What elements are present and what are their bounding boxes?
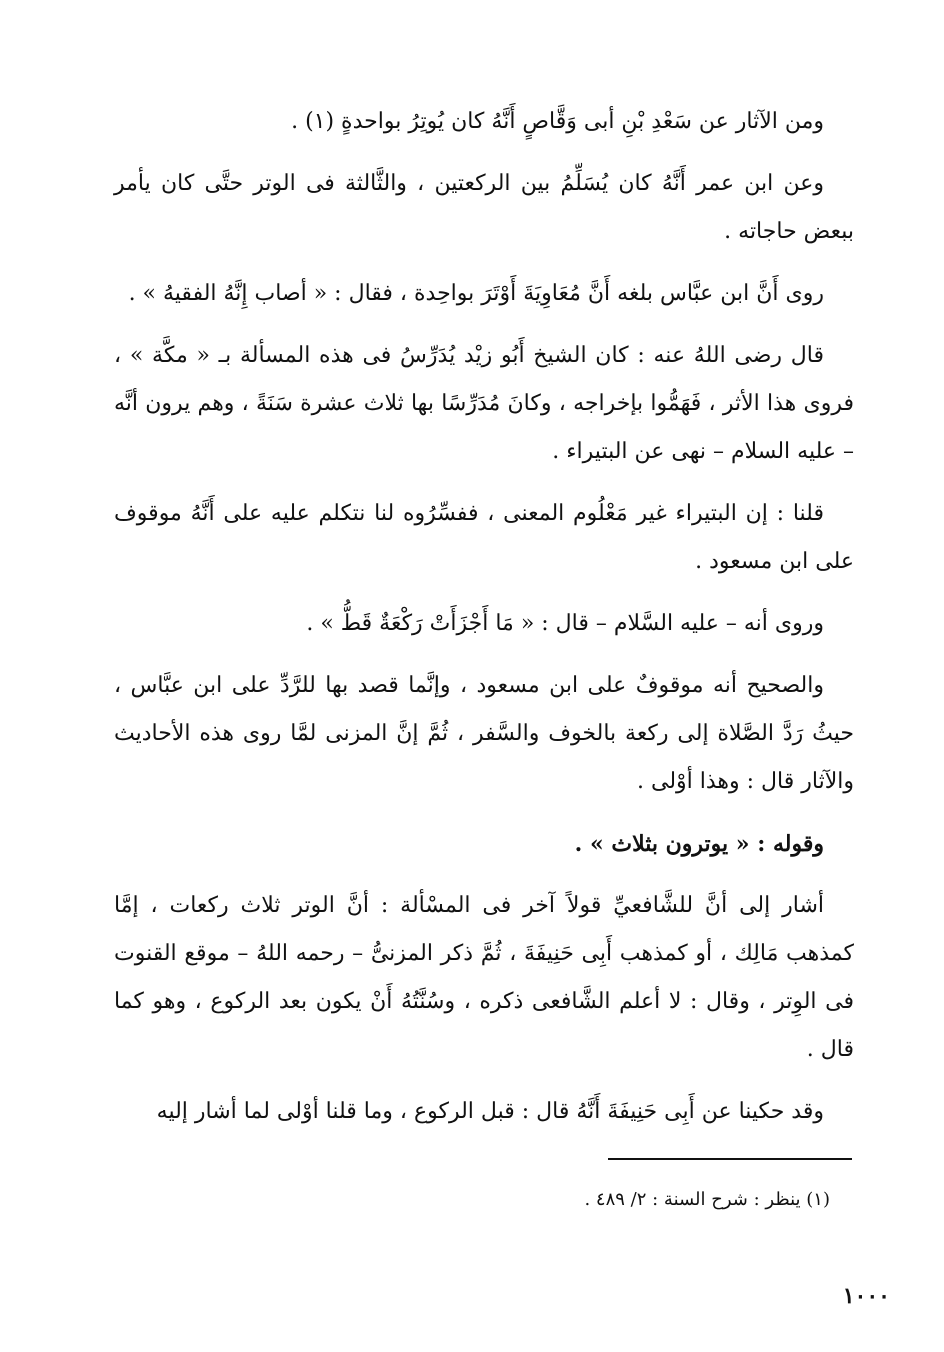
paragraph-9: أشار إلى أنَّ للشَّافعيِّ قولاً آخر فى المسْألة : أنَّ الوتر ثلاث ركعات ، إمَّا كمذهب مَالِك ، أو كمذهب أَبِى حَنِيفَةَ ، ثُمَّ ذكر المزنىُّ – رحمه اللهُ – موقع القنوت فى الوِتر ، وقال : لا أعلم الشَّافعى ذكره ، وسُنَّتُهُ أَنْ يكون بعد الركوع ، وهو كما قال . (114, 893, 854, 1062)
paragraph-1: ومن الآثار عن سَعْدِ بْنِ أبى وَقَّاصٍ أَنَّهُ كان يُوتِرُ بواحدةٍ (١) . (291, 109, 824, 134)
paragraph-5: قلنا : إن البتيراء غير مَعْلُوم المعنى ، ففسِّرُوه لنا نتكلم عليه على أَنَّهُ موقوف على ابن مسعود . (114, 501, 854, 574)
paragraph-2: وعن ابن عمر أَنَّهُ كان يُسَلِّمُ بين الركعتين ، والثَّالثة فى الوتر حتَّى كان يأمر ببعض حاجاته . (114, 171, 854, 244)
footnote: (١) ينظر : شرح السنة : ٢/ ٤٨٩ . (584, 1189, 830, 1210)
paragraph-3: روى أَنَّ ابن عبَّاس بلغه أَنَّ مُعَاوِيَةَ أَوْتَرَ بواحِدة ، فقال : « أصاب إِنَّهُ الفقيهُ » . (128, 281, 824, 306)
main-text (114, 98, 854, 1150)
page-number: ١٠٠٠ (842, 1283, 890, 1309)
footnote-divider (608, 1158, 852, 1160)
paragraph-8: وقوله : « يوترون بثلاث » . (574, 831, 824, 857)
paragraph-4: قال رضى اللهُ عنه : كان الشيخ أَبُو زيْد يُدَرِّسُ فى هذه المسألة بـ « مكَّة » ، فروى هذا الأثر ، فَهَمُّوا بإخراجه ، وكانَ مُدَرِّسًا بها ثلاث عشرة سَنَةً ، وهم يرون أنَّه – عليه السلام – نهى عن البتيراء . (114, 343, 854, 464)
paragraph-7: والصحيح أنه موقوفٌ على ابن مسعود ، وإنَّما قصد بها للرَّدِّ على ابن عبَّاس ، حيثُ رَدَّ الصَّلاة إلى ركعة بالخوف والسَّفر ، ثُمَّ إنَّ المزنى لمَّا روى هذه الأحاديث والآثار قال : وهذا أوْلى . (114, 673, 854, 794)
paragraph-6: وروى أنه – عليه السَّلام – قال : « مَا أَجْزَأَتْ رَكْعَةٌ قَطُّ » . (306, 611, 824, 636)
paragraph-10: وقد حكينا عن أَبِى حَنِيفَةَ أَنَّهُ قال : قبل الركوع ، وما قلنا أوْلى لما أشار إليه (156, 1099, 824, 1124)
